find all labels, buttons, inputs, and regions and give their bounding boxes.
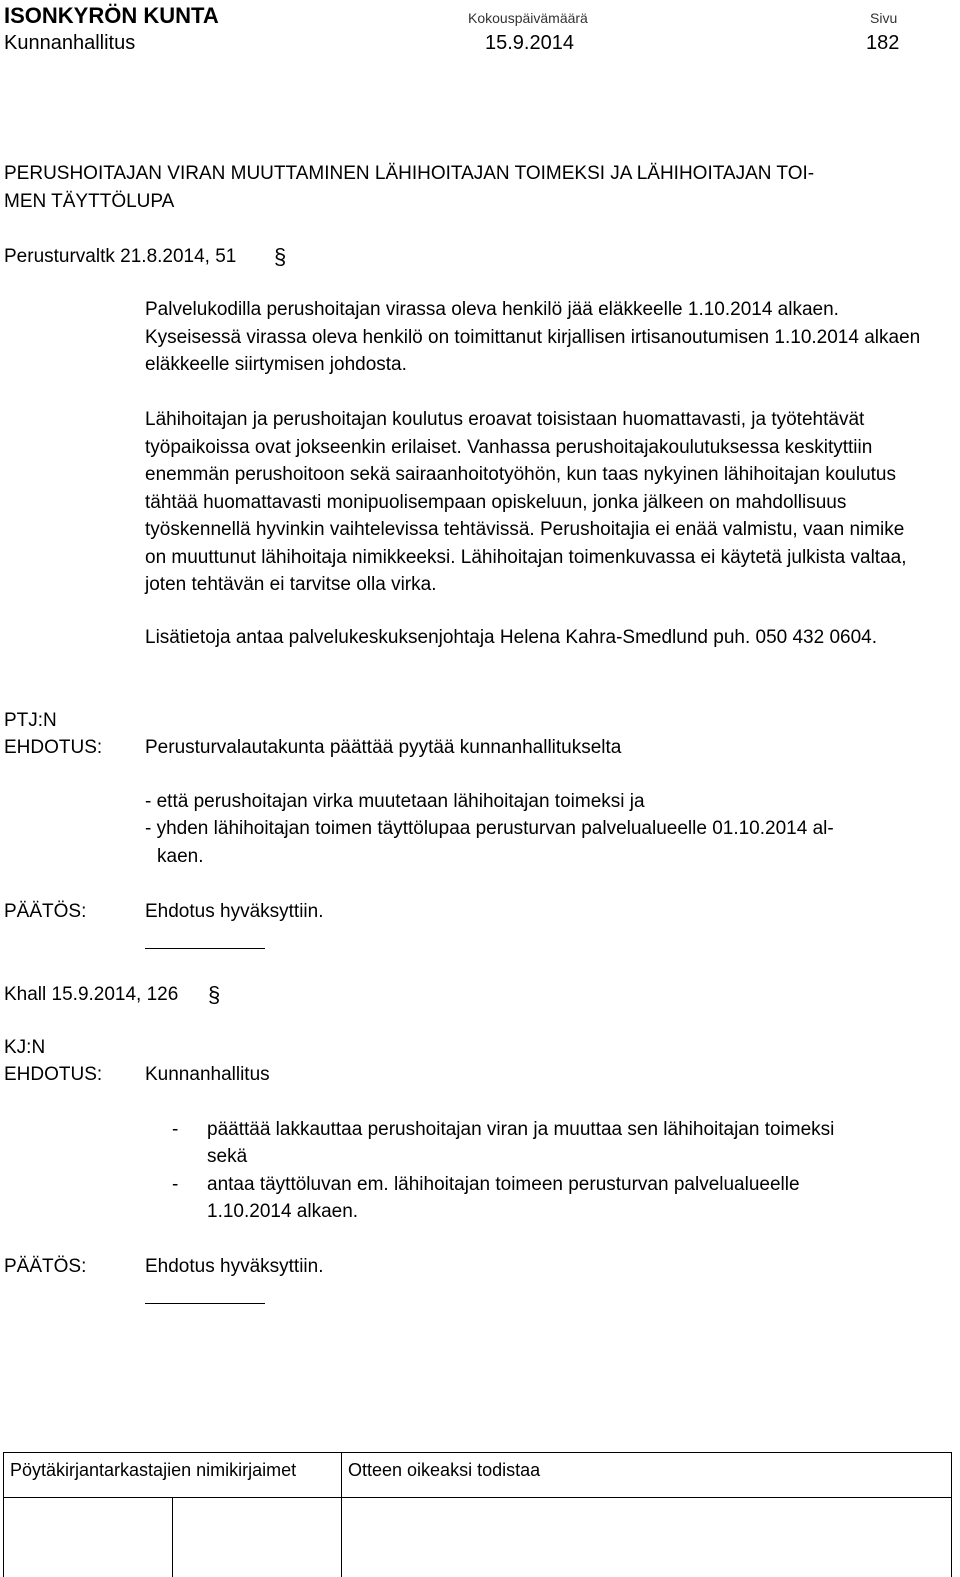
decision-text-2: Ehdotus hyväksyttiin. (145, 1256, 324, 1277)
paragraph-more-info: Lisätietoja antaa palvelukeskuksenjohtaja Helena Kahra-Smedlund puh. 050 432 0604. (145, 627, 878, 648)
svg-text:§: § (274, 244, 287, 269)
footer-certified-label: Otteen oikeaksi todistaa (348, 1460, 541, 1480)
kj-item-2: antaa täyttöluvan em. lähihoitajan toimeen perusturvan palvelualueelle (207, 1174, 800, 1195)
meeting-date: 15.9.2014 (485, 32, 574, 54)
separator-line (145, 948, 265, 949)
date-label: Kokouspäivämäärä (468, 10, 588, 26)
kj-item-1: päättää lakkauttaa perushoitajan viran ja muuttaa sen lähihoitajan toimeksi (207, 1119, 835, 1140)
signature-cell-divider-2 (341, 1452, 342, 1577)
ptj-item-2-continued: kaen. (157, 846, 204, 867)
decision-label-2: PÄÄTÖS: (4, 1256, 87, 1277)
section-symbol-icon (207, 982, 221, 1008)
separator-line-2 (145, 1303, 265, 1304)
svg-text:§: § (208, 982, 221, 1007)
signature-table-divider (3, 1497, 952, 1498)
kj-proposal-text: Kunnanhallitus (145, 1064, 270, 1085)
decision-label: PÄÄTÖS: (4, 901, 87, 922)
kj-item-2-continued: 1.10.2014 alkaen. (207, 1201, 359, 1222)
page-number: 182 (866, 32, 900, 54)
ptj-label: PTJ:N (4, 710, 57, 731)
ptj-item-1: - että perushoitajan virka muutetaan lähihoitajan toimeksi ja (145, 791, 645, 812)
kj-label: KJ:N (4, 1037, 46, 1058)
decision-text: Ehdotus hyväksyttiin. (145, 901, 324, 922)
ptj-item-2: - yhden lähihoitajan toimen täyttölupaa perusturvan palvelualueelle 01.10.2014 al- (145, 818, 834, 839)
body-name: Kunnanhallitus (4, 32, 136, 54)
ptj-proposal-text: Perusturvalautakunta päättää pyytää kunnanhallitukselta (145, 737, 622, 758)
organization-name: ISONKYRÖN KUNTA (4, 3, 219, 28)
kj-item-2-dash: - (172, 1174, 179, 1195)
paragraph-retirement: Palvelukodilla perushoitajan virassa oleva henkilö jää eläkkeelle 1.10.2014 alkaen. Kyseisessä virassa oleva henkilö on toimittanut kirjallisen irtisanoutumisen 1.10.2014 alkaen eläkkeelle siirtymisen johdosta. (145, 299, 921, 375)
page-label: Sivu (870, 10, 898, 26)
kj-item-1-continued: sekä (207, 1146, 248, 1167)
footer-inspectors-label: Pöytäkirjantarkastajien nimikirjaimet (10, 1460, 297, 1480)
ptj-proposal-label: EHDOTUS: (4, 737, 103, 758)
reference-khall: Khall 15.9.2014, 126 (4, 984, 179, 1005)
kj-proposal-label: EHDOTUS: (4, 1064, 103, 1085)
reference-perusturvaltk: Perusturvaltk 21.8.2014, 51 (4, 246, 237, 267)
title-line-1: PERUSHOITAJAN VIRAN MUUTTAMINEN LÄHIHOITAJAN TOIMEKSI JA LÄHIHOITAJAN TOI- (4, 163, 815, 184)
paragraph-training-difference: Lähihoitajan ja perushoitajan koulutus eroavat toisistaan huomattavasti, ja työtehtävät työpaikoissa ovat jokseenkin erilaiset. Vanhassa perushoitajakoulutuksessa keskityttiin enemmän perushoitoon sekä sairaanhoitotyöhön, kun taas nykyinen lähihoitajan koulutus tähtää huomattavasti monipuolisempaan opiskeluun, jonka jälkeen on mahdollisuus työskennellä hyvinkin vaihtelevissa tehtävissä. Perushoitajia ei enää valmistu, vaan nimike on muuttunut lähihoitaja nimikkeeksi. Lähihoitajan toimenkuvassa ei käytetä julkista valtaa, joten tehtävän ei tarvitse olla virka. (145, 409, 907, 595)
section-symbol-icon (273, 244, 287, 270)
title-line-2: MEN TÄYTTÖLUPA (4, 191, 175, 212)
signature-cell-divider-1 (172, 1497, 173, 1577)
kj-item-1-dash: - (172, 1119, 179, 1140)
